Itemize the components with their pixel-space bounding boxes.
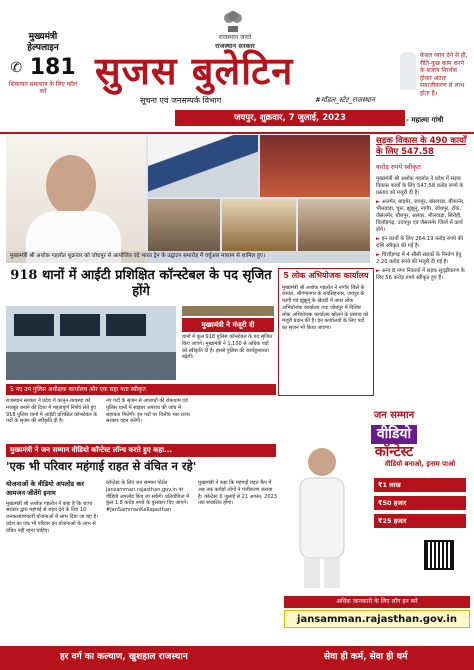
police-control-room-photo	[6, 306, 176, 380]
road-dev-headline-text: सड़क विकास के 490 कार्यों के लिए 547.58	[376, 136, 467, 157]
photo-dignitaries	[222, 199, 296, 251]
cm-photo-head	[46, 155, 96, 215]
masthead-hashtag: #मॉडल_स्टेट_राजस्थान	[315, 96, 375, 104]
gandhi-illustration	[400, 52, 416, 90]
video-contest-ad	[284, 400, 470, 634]
prosecutor-offices-box	[278, 268, 374, 396]
date-bar: जयपुर, शुक्रवार, 7 जुलाई, 2023	[175, 110, 405, 126]
helpline-line2: हेल्पलाइन	[27, 43, 59, 54]
contest-quote-headline: 'एक भी परिवार महंगाई राहत से वंचित न रहे'	[6, 459, 197, 473]
helpline-number: 181	[29, 54, 76, 80]
road-dev-para-5-text: अन्य 8 नगर निकायों में सड़क सुदृढ़ीकरण के लिए 56 करोड़ रुपये स्वीकृत हुए हैं।	[376, 268, 465, 282]
photo-stage	[260, 135, 370, 197]
photo-audience	[298, 199, 370, 251]
phone-icon: ✆	[10, 59, 23, 76]
gandhi-quote-text: केवल ध्यान देने से ही, रीति-कुछ काम करने के बजाय निरर्थक होकर अंततः समाजीकरण से लाभ होता है।	[420, 52, 468, 97]
cm-helpline	[6, 32, 80, 96]
contest-col-c: मुख्यमंत्री ने कहा कि महंगाई राहत कैंप में अब तक करोड़ों लोगों ने पंजीकरण कराया है। कॉन्टेस्ट 6 जुलाई से 21 अगस्त, 2023 तक संचालित होगा।	[198, 480, 277, 507]
cm-photo	[6, 135, 146, 263]
photo-crowd	[148, 199, 220, 251]
photo-screen-3	[106, 314, 146, 336]
cm-approval-badge: मुख्यमंत्री ने मंजूरी दी	[182, 318, 274, 332]
ad-prize-1: ₹1 लाख	[374, 478, 466, 492]
qr-code-icon	[424, 540, 454, 570]
ad-url[interactable]: jansamman.rajasthan.gov.in	[284, 610, 470, 628]
police-story-caption: 5 नए उप पुलिस अधीक्षक कार्यालय और एक सहा यता स्वीकृत	[6, 384, 276, 395]
road-dev-subhead: करोड़ रुपये स्वीकृत	[376, 163, 421, 171]
helpline-tagline: शिकायत समाधान के लिए कॉल करें	[9, 80, 77, 95]
photo-screen-1	[14, 314, 54, 336]
govt-line1: राजस्थान जनते	[218, 34, 252, 41]
state-emblem-icon	[222, 8, 244, 34]
gandhi-quote	[406, 52, 470, 124]
govt-line2: राजस्थान सरकार	[215, 41, 255, 50]
ad-line2: वीडियो	[371, 425, 417, 445]
road-dev-body	[376, 176, 468, 284]
footer-left-slogan: हर वर्ग का कल्याण, खुशहाल राजस्थान	[60, 652, 188, 662]
photo-screen-2	[60, 314, 100, 336]
police-story-side-text: थानों में कुल 918 पुलिस कॉन्स्टेबल के पद सृजित किए जाएंगे। मुख्यमंत्री ने 1,100 से अधिक पदों को स्वीकृति दी है। इससे पुलिस की कार्यकुशलता बढ़ेगी।	[182, 334, 272, 361]
contest-col-a-head: योजनाओं के वीडियो अपलोड कर आमजन जीतेंगे इनाम	[6, 480, 85, 497]
road-dev-para-2: ► अजमेर, बाड़मेर, जयपुर, बांसवाड़ा, बीकानेर, भीलवाड़ा, चूरू, झुंझुनूं, नागौर, जोधपुर, टोंक, जैसलमेर, धौलपुर, अलवर, भीलवाड़ा, सिरोही, चित्तौड़गढ़, उदयपुर एवं जैसलमेर जिलों में कार्य होंगे।	[376, 199, 465, 234]
masthead-divider	[0, 132, 474, 134]
ad-line1: जन सम्मान	[373, 410, 415, 421]
helpline-number-row	[6, 54, 80, 80]
masthead	[0, 0, 474, 132]
prosecutor-headline: 5 लोक अभियोजक कार्यालय	[283, 271, 369, 280]
ad-line3: कॉन्टेस्ट	[374, 444, 414, 460]
contest-strip: मुख्यमंत्री ने जन सम्मान वीडियो कॉन्टेस्ट लॉन्च करते हुए कहा...	[6, 444, 276, 457]
police-story-headline: 918 थानों में आईटी प्रशिक्षित कॉन्स्टेबल के पद सृजित होंगे	[10, 268, 272, 299]
road-dev-para-1: मुख्यमंत्री श्री अशोक गहलोत ने प्रदेश में सड़क विकास कार्यों के लिए 547.58 करोड़ रुपये के प्रस्ताव को मंजूरी दी है।	[376, 176, 464, 197]
road-dev-para-3-text: इन कार्यों के लिए 264.19 करोड़ रुपये की राशि स्वीकृत की गई है।	[376, 236, 463, 250]
ad-prize-2: ₹50 हजार	[374, 496, 466, 510]
gandhi-quote-author: - महात्मा गांधी	[406, 116, 444, 124]
police-story-body-c: नए पदों के सृजन से अपराधों की रोकथाम एवं पुलिस थानों में साइबर अपराध की जांच में सहायता मिलेगी। इन पदों पर वित्तीय भार राज्य सरकार वहन करेगी।	[106, 398, 190, 425]
helpline-line1: मुख्यमंत्री	[28, 32, 58, 42]
hero-caption: मुख्यमंत्री श्री अशोक गहलोत शुक्रवार को जोधपुर से आयोजित वंदे भारत ट्रेन के उद्घाटन समारोह में वर्चुअल माध्यम से शामिल हुए।	[6, 251, 370, 263]
cm-portrait-illustration	[290, 440, 354, 590]
ad-info-bar: अधिक जानकारी के लिए लॉग इन करें	[284, 596, 470, 608]
contest-col-a	[6, 480, 102, 534]
ad-prize-head: वीडियो बनाओ, इनाम पाओ	[384, 460, 456, 468]
contest-col-b: कॉन्टेस्ट के लिए जन सम्मान पोर्टल jansamman.rajasthan.gov.in पर वीडियो अपलोड किए जा सकेंगे। प्रतियोगिता में कुल 1.8 करोड़ रुपये के पुरस्कार दिए जाएंगे। #JanSammanKaRajasthan	[106, 480, 190, 513]
footer-bar	[0, 646, 474, 670]
road-dev-para-4-text: चित्तौड़गढ़ में 4 सीसी सड़कों के निर्माण हेतु 2.20 करोड़ रुपये की मंजूरी दी गई है।	[376, 252, 462, 266]
footer-right-slogan: सेवा ही कर्म, सेवा ही धर्म	[324, 652, 408, 662]
masthead-title: सुजस बुलेटिन	[95, 48, 294, 93]
contest-col-a-text: मुख्यमंत्री श्री अशोक गहलोत ने कहा है कि राज्य सरकार द्वारा महंगाई से राहत देने के लिए 10 जनकल्याणकारी योजनाओं में लाभ दिया जा रहा है। प्रदेश का एक भी परिवार इन योजनाओं के लाभ से वंचित नहीं रहना चाहिए।	[6, 500, 98, 534]
photo-train	[148, 135, 258, 197]
road-dev-para-3: ► इन कार्यों के लिए 264.19 करोड़ रुपये की राशि स्वीकृत की गई है।	[376, 236, 463, 250]
police-story-body-a: राजस्थान सरकार ने प्रदेश में कानून-व्यवस्था को मजबूत बनाने की दिशा में महत्वपूर्ण निर्णय लेते हुए 918 पुलिस थानों में आईटी प्रशिक्षित कॉन्स्टेबल के पदों के सृजन की स्वीकृति दी है।	[6, 398, 98, 425]
police-officers-photo	[182, 306, 274, 316]
road-dev-para-5: ► अन्य 8 नगर निकायों में सड़क सुदृढ़ीकरण के लिए 56 करोड़ रुपये स्वीकृत हुए हैं।	[376, 268, 465, 282]
ad-prize-3: ₹25 हजार	[374, 514, 466, 528]
photo-desk	[6, 352, 176, 380]
road-dev-para-4: ► चित्तौड़गढ़ में 4 सीसी सड़कों के निर्माण हेतु 2.20 करोड़ रुपये की मंजूरी दी गई है।	[376, 252, 462, 266]
event-photo-grid	[148, 135, 370, 263]
road-dev-para-2-text: अजमेर, बाड़मेर, जयपुर, बांसवाड़ा, बीकानेर, भीलवाड़ा, चूरू, झुंझुनूं, नागौर, जोधपुर, टोंक, जैसलमेर, धौलपुर, अलवर, भीलवाड़ा, सिरोही, चित्तौड़गढ़, उदयपुर एवं जैसलमेर जिलों में कार्य होंगे।	[376, 199, 465, 234]
road-dev-headline	[376, 136, 468, 157]
prosecutor-body: मुख्यमंत्री श्री अशोक गहलोत ने नागौर जिले के जायल, श्रीगंगानगर के रायसिंहनगर, जयपुर के फागी एवं झुंझुनूं के खेतड़ी में अपर लोक अभियोजक कार्यालय तथा जोधपुर में विशिष्ट लोक अभियोजक कार्यालय खोलने के प्रस्ताव को मंजूरी प्रदान की है। इन कार्यालयों के लिए पदों का सृजन भी किया जाएगा।	[282, 284, 369, 332]
masthead-subtitle: सूचना एवं जनसम्पर्क विभाग	[140, 96, 222, 105]
hero-photo-collage	[6, 135, 370, 263]
